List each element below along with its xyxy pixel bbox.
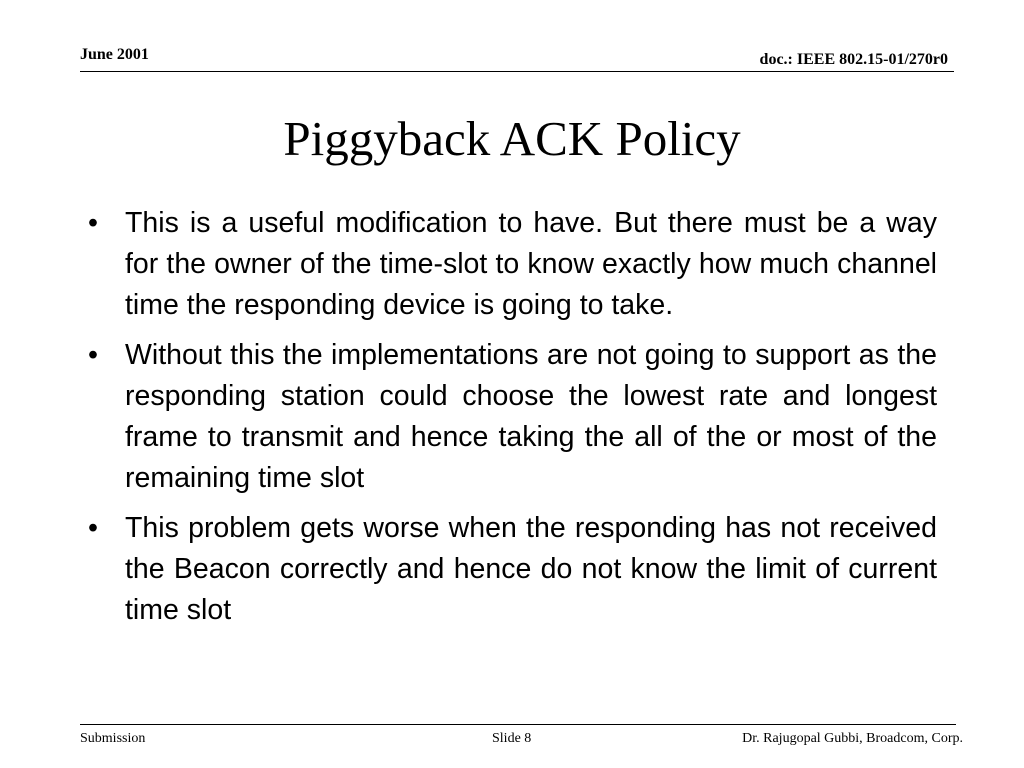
footer-submission: Submission xyxy=(80,731,146,746)
bullet-text: This is a useful modification to have. But there must be a way for the owner of the time-slot to know exactly how much channel time the responding device is going to take. xyxy=(125,207,937,321)
bullet-item xyxy=(88,508,937,631)
bullet-item xyxy=(88,203,937,326)
slide-title: Piggyback ACK Policy xyxy=(283,111,741,166)
bullet-icon: • xyxy=(88,207,98,239)
bullet-icon: • xyxy=(88,512,98,544)
bullet-text: This problem gets worse when the responding has not received the Beacon correctly and hence do not know the limit of current time slot xyxy=(125,512,937,626)
header-divider xyxy=(80,71,954,72)
footer-slide-number: Slide 8 xyxy=(492,731,532,746)
bullet-item xyxy=(88,335,937,499)
footer-divider xyxy=(80,724,956,725)
header-date: June 2001 xyxy=(80,46,149,63)
bullet-list xyxy=(88,203,937,640)
bullet-icon: • xyxy=(88,339,98,371)
header-document-id: doc.: IEEE 802.15-01/270r0 xyxy=(759,51,948,68)
bullet-text: Without this the implementations are not going to support as the responding station could choose the lowest rate and longest frame to transmit and hence taking the all of the or most of the remaining time slot xyxy=(125,339,937,494)
footer-author: Dr. Rajugopal Gubbi, Broadcom, Corp. xyxy=(742,731,963,746)
